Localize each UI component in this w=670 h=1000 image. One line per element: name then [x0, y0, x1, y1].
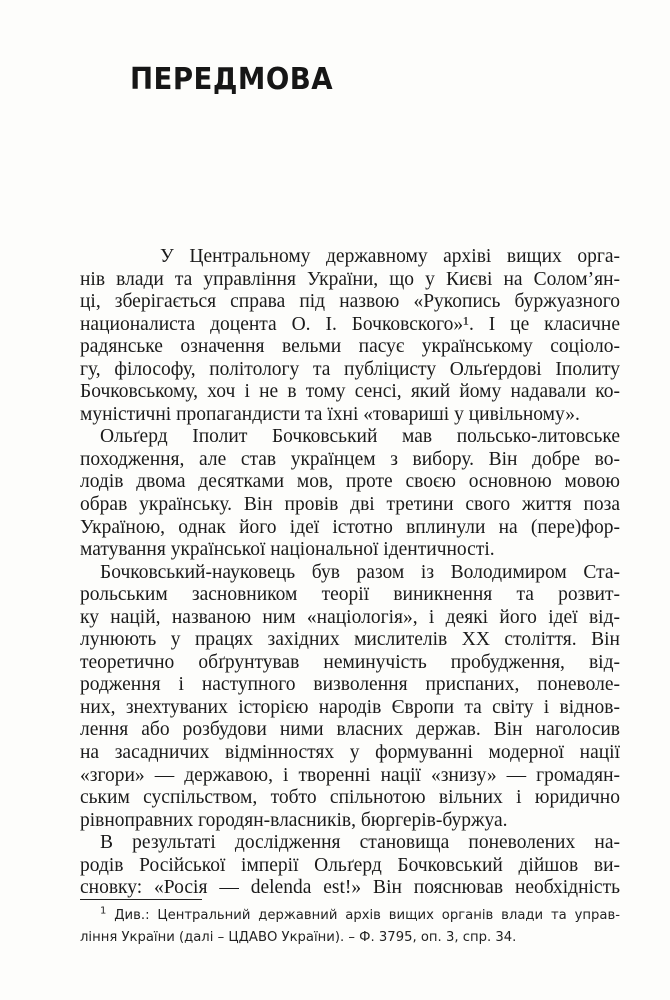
footnote-marker: 1: [100, 905, 107, 917]
text-line: У Центральному державному архіві вищих орга-: [160, 246, 620, 267]
footnote: [80, 905, 620, 949]
text-line: Бочковський-науковець був разом із Володимиром Ста-: [100, 561, 620, 583]
text-line: родження і наступного визволення приспаних, поневоле-: [80, 674, 620, 696]
body-text: [80, 246, 620, 900]
footnote-text: ління України (далі – ЦДАВО України). – Ф. 3795, оп. 3, спр. 34.: [80, 930, 517, 945]
footnote-line: [80, 927, 620, 949]
text-line: Україною, однак його ідеї істотно вплинули на (пере)фор-: [80, 516, 620, 538]
text-line: гу, філософу, політологу та публіцисту Ольґердові Іполиту: [80, 358, 620, 380]
text-line: Бочковському, хоч і не в тому сенсі, який йому надавали ко-: [80, 381, 620, 403]
text-line: походження, але став українцем з вибору. Він добре во-: [80, 448, 620, 470]
text-line: матування української національної ідентичності.: [80, 539, 495, 561]
footnote-divider: [80, 899, 202, 900]
text-line: Ольґерд Іполит Бочковський мав польсько-литовське: [100, 426, 620, 448]
text-line: В результаті дослідження становища поневолених на-: [100, 832, 620, 854]
text-line: ці, зберігається справа під назвою «Рукопись буржуазного: [80, 291, 620, 313]
text-line: радянське означення вельми пасує українському соціоло-: [80, 336, 620, 358]
text-line: сновку: «Росія — delenda est!» Він пояснював необхідність: [80, 877, 620, 899]
text-line: лення або розбудови ними власних держав. Він наголосив: [80, 719, 620, 741]
page-title: ПЕРЕДМОВА: [130, 62, 334, 97]
text-line: родів Російської імперії Ольґерд Бочковський дійшов ви-: [80, 854, 620, 876]
text-line: на засадничих відмінностях у формуванні модерної нації: [80, 742, 620, 764]
text-line: лунюють у працях західних мислителів XX століття. Він: [80, 629, 620, 651]
text-line: лодів двома десятками мов, проте своєю основною мовою: [80, 471, 620, 493]
text-line: теоретично обґрунтував неминучість пробудження, від-: [80, 651, 620, 673]
text-line: ським суспільством, тобто спільнотою вільних і юридично: [80, 787, 620, 809]
text-line: них, знехтуваних історією народів Європи та світу і віднов-: [80, 696, 620, 718]
text-line: муністичні пропагандисти та їхні «товариші у цивільному».: [80, 403, 580, 425]
text-line: обрав українську. Він провів дві третини свого життя поза: [80, 494, 620, 516]
footnote-text: Див.: Центральний державний архів вищих органів влади та управ-: [114, 908, 620, 923]
text-line: рольським засновником теорії виникнення та розвит-: [80, 584, 620, 606]
text-line: националиста доцента О. І. Бочковского»¹. І це класичне: [80, 313, 620, 335]
text-line: нів влади та управління України, що у Києві на Солом’ян-: [80, 268, 620, 290]
text-line: ку націй, названою ним «націологія», і деякі його ідеї від-: [80, 606, 620, 628]
text-line: «згори» — державою, і творенні нації «знизу» — громадян-: [80, 764, 620, 786]
text-line: рівноправних городян-власників, бюргерів-буржуа.: [80, 809, 508, 831]
footnote-line: [80, 905, 620, 927]
